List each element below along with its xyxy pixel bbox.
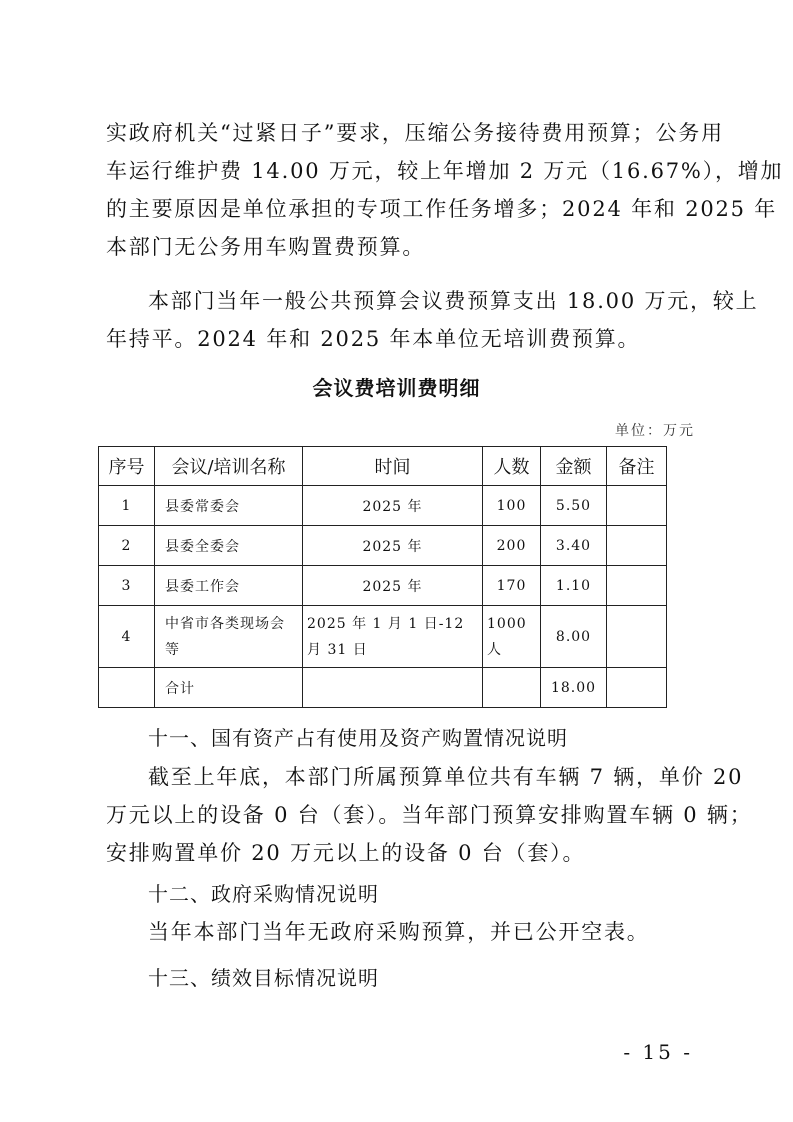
text-line: 年持平。2024 年和 2025 年本单位无培训费预算。	[106, 327, 641, 351]
cell-note	[607, 668, 667, 708]
cell-name: 中省市各类现场会等	[155, 606, 303, 668]
cell-count: 200	[483, 526, 541, 566]
cell-amount: 5.50	[541, 486, 607, 526]
header-name: 会议/培训名称	[155, 447, 303, 486]
cell-note	[607, 526, 667, 566]
text-line: 安排购置单价 20 万元以上的设备 0 台（套）。	[106, 841, 586, 865]
cell-name: 县委全委会	[155, 526, 303, 566]
text-line: 本部门当年一般公共预算会议费预算支出 18.00 万元，较上	[148, 289, 759, 313]
cell-note	[607, 486, 667, 526]
section-11-heading: 十一、国有资产占有使用及资产购置情况说明	[148, 726, 568, 750]
cell-count: 170	[483, 566, 541, 606]
cell-no: 1	[99, 486, 155, 526]
cell-count: 1000 人	[483, 606, 541, 668]
header-count: 人数	[483, 447, 541, 486]
cell-amount: 1.10	[541, 566, 607, 606]
cell-no	[99, 668, 155, 708]
paragraph-procurement	[106, 913, 696, 951]
cell-no: 2	[99, 526, 155, 566]
cell-name: 县委常委会	[155, 486, 303, 526]
cell-no: 4	[99, 606, 155, 668]
cell-time: 2025 年	[303, 566, 483, 606]
cell-time: 2025 年	[303, 486, 483, 526]
table-row	[99, 486, 667, 526]
cell-amount: 3.40	[541, 526, 607, 566]
table-title: 会议费培训费明细	[312, 376, 481, 400]
paragraph-assets	[106, 758, 753, 872]
section-13-heading: 十三、绩效目标情况说明	[148, 966, 379, 990]
meeting-training-table	[98, 446, 667, 708]
cell-amount: 8.00	[541, 606, 607, 668]
text-line: 车运行维护费 14.00 万元，较上年增加 2 万元（16.67%），增加	[106, 159, 784, 183]
cell-total-amount: 18.00	[541, 668, 607, 708]
cell-total-label: 合计	[155, 668, 303, 708]
header-amount: 金额	[541, 447, 607, 486]
header-note: 备注	[607, 447, 667, 486]
page-number: - 15 -	[623, 1040, 693, 1064]
cell-count: 100	[483, 486, 541, 526]
table-total-row	[99, 668, 667, 708]
paragraph-vehicle-budget	[106, 114, 784, 266]
cell-note	[607, 566, 667, 606]
text-line: 本部门无公务用车购置费预算。	[106, 235, 426, 259]
text-line: 的主要原因是单位承担的专项工作任务增多；2024 年和 2025 年	[106, 197, 778, 221]
header-no: 序号	[99, 447, 155, 486]
text-line: 截至上年底，本部门所属预算单位共有车辆 7 辆，单价 20	[148, 765, 744, 789]
text-line: 万元以上的设备 0 台（套）。当年部门预算安排购置车辆 0 辆；	[106, 803, 753, 827]
text-line: 实政府机关“过紧日子”要求，压缩公务接待费用预算；公务用	[106, 121, 724, 145]
cell-note	[607, 606, 667, 668]
cell-no: 3	[99, 566, 155, 606]
cell-time: 2025 年 1 月 1 日-12 月 31 日	[303, 606, 483, 668]
cell-time	[303, 668, 483, 708]
table-header-row	[99, 447, 667, 486]
paragraph-meeting-budget	[106, 282, 759, 358]
table-row	[99, 526, 667, 566]
table-row	[99, 606, 667, 668]
section-12-heading: 十二、政府采购情况说明	[148, 882, 379, 906]
cell-time: 2025 年	[303, 526, 483, 566]
cell-count	[483, 668, 541, 708]
unit-label: 单位：万元	[615, 423, 695, 439]
cell-name: 县委工作会	[155, 566, 303, 606]
table-row	[99, 566, 667, 606]
header-time: 时间	[303, 447, 483, 486]
text-line: 当年本部门当年无政府采购预算，并已公开空表。	[148, 920, 650, 944]
